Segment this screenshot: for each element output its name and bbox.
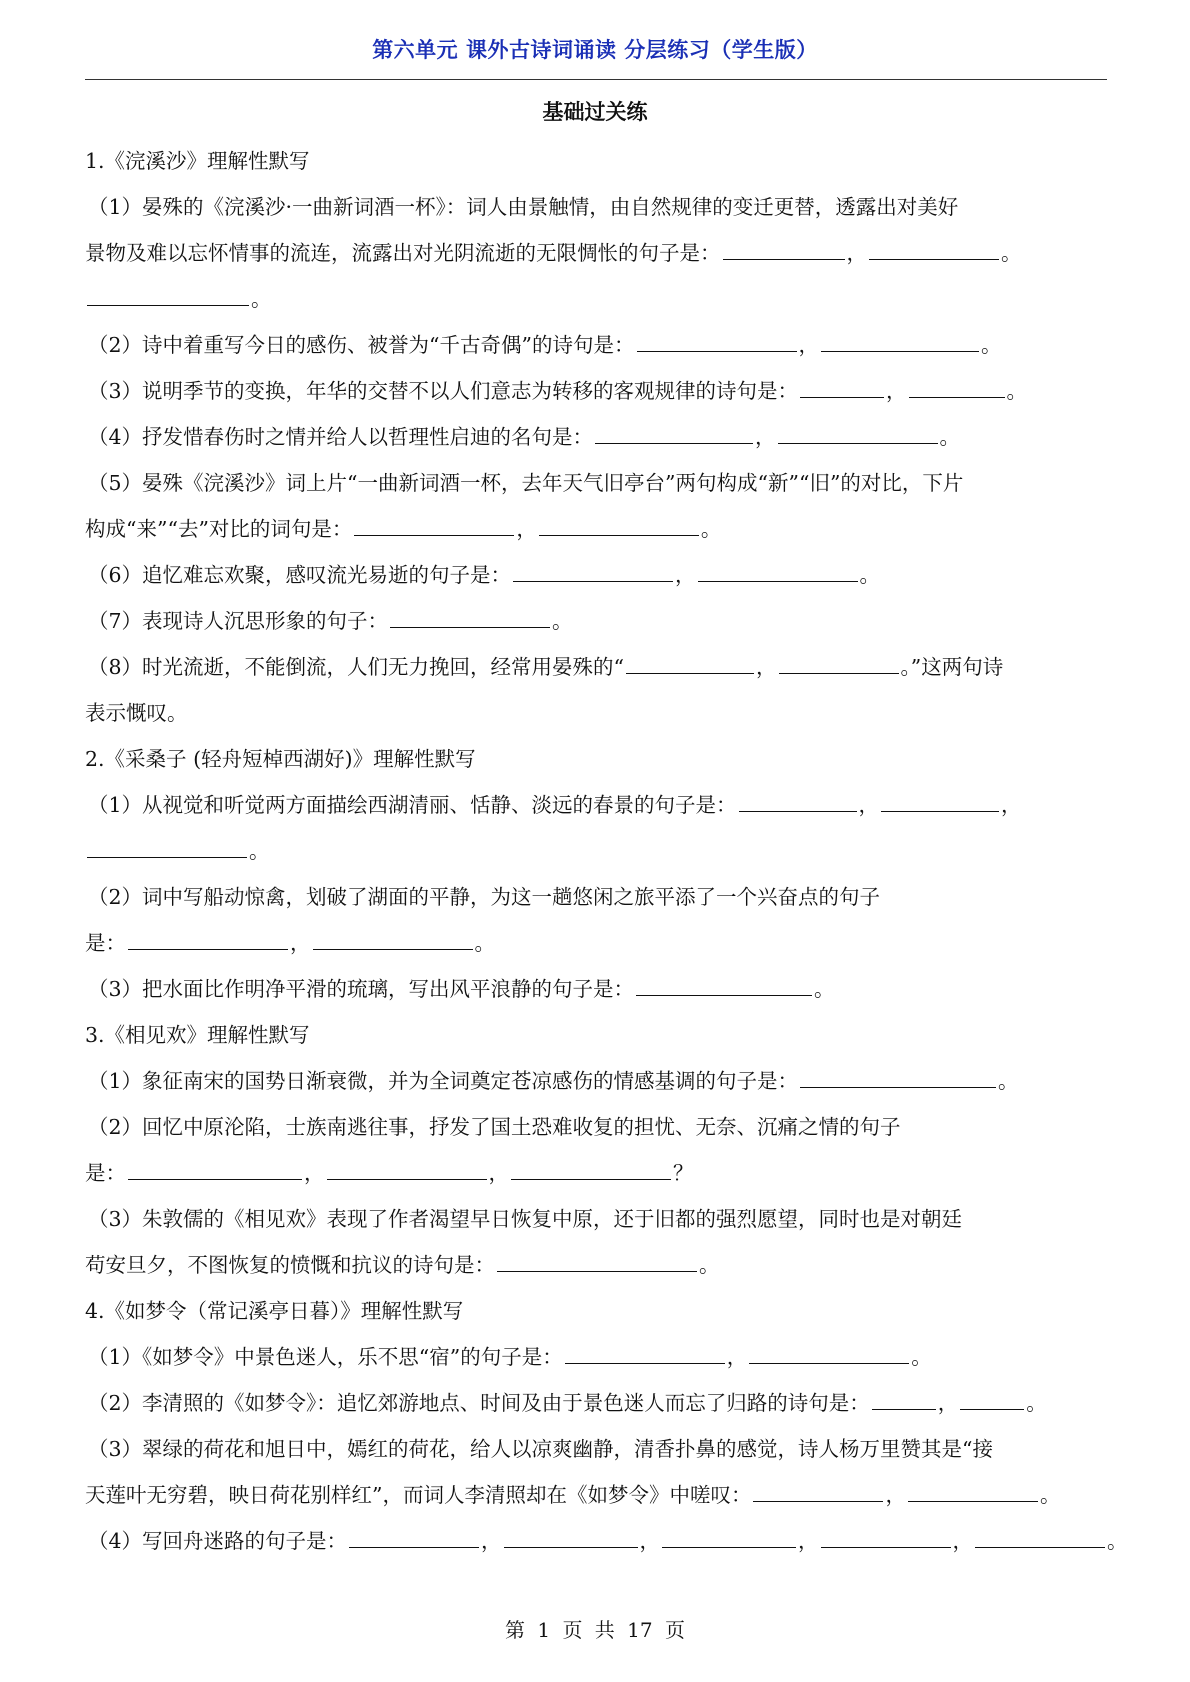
answer-blank[interactable] <box>513 559 673 582</box>
question-heading: 3.《相见欢》理解性默写 <box>85 1023 310 1047</box>
question-text: 苟安旦夕，不图恢复的愤慨和抗议的诗句是： 。 <box>85 1242 1107 1288</box>
question-text: （8）时光流逝，不能倒流，人们无力挽回，经常用晏殊的“ ， 。”这两句诗 <box>85 644 1107 690</box>
question-heading: 4.《如梦令（常记溪亭日暮）》理解性默写 <box>85 1299 464 1323</box>
worksheet-body <box>85 138 1128 1564</box>
question-text: （3）翠绿的荷花和旭日中，嫣红的荷花，给人以凉爽幽静，清香扑鼻的感觉，诗人杨万里赞其是“接 <box>88 1437 994 1461</box>
answer-blank[interactable] <box>626 651 754 674</box>
answer-blank[interactable] <box>821 1525 951 1548</box>
answer-blank[interactable] <box>909 375 1005 398</box>
question-heading: 2.《采桑子 (轻舟短棹西湖好)》理解性默写 <box>85 747 476 771</box>
question-heading: 1.《浣溪沙》理解性默写 <box>85 149 310 173</box>
answer-blank[interactable] <box>800 1065 996 1088</box>
answer-blank[interactable] <box>779 651 899 674</box>
answer-blank[interactable] <box>595 421 753 444</box>
question-text: （3）说明季节的变换，年华的交替不以人们意志为转移的客观规律的诗句是： ， 。 <box>85 368 1107 414</box>
answer-blank[interactable] <box>753 1479 883 1502</box>
answer-blank[interactable] <box>662 1525 796 1548</box>
question-text: （3）把水面比作明净平滑的琉璃，写出风平浪静的句子是： 。 <box>85 966 1107 1012</box>
question-text: （1）象征南宋的国势日渐衰微，并为全词奠定苍凉感伤的情感基调的句子是： 。 <box>85 1058 1107 1104</box>
answer-blank[interactable] <box>128 1157 302 1180</box>
answer-blank[interactable] <box>869 237 999 260</box>
question-text: （1）从视觉和听觉两方面描绘西湖清丽、恬静、淡远的春景的句子是： ， ， <box>85 782 1107 828</box>
answer-blank[interactable] <box>128 927 288 950</box>
header-divider <box>85 79 1107 80</box>
answer-blank[interactable] <box>565 1341 725 1364</box>
page-footer: 第 1 页 共 17 页 <box>505 1618 685 1642</box>
answer-blank[interactable] <box>960 1387 1024 1410</box>
answer-blank[interactable] <box>313 927 473 950</box>
answer-blank[interactable] <box>881 789 999 812</box>
answer-blank[interactable] <box>637 329 797 352</box>
answer-blank[interactable] <box>739 789 857 812</box>
answer-blank[interactable] <box>749 1341 909 1364</box>
question-text: （5）晏殊《浣溪沙》词上片“一曲新词酒一杯，去年天气旧亭台”两句构成“新”“旧”的对比，下片 <box>88 471 964 495</box>
answer-blank[interactable] <box>511 1157 671 1180</box>
answer-blank[interactable] <box>908 1479 1038 1502</box>
question-text: （2）李清照的《如梦令》：追忆郊游地点、时间及由于景色迷人而忘了归路的诗句是： ， 。 <box>85 1380 1107 1426</box>
question-text: （7）表现诗人沉思形象的句子： 。 <box>85 598 1107 644</box>
page-header: 第六单元 课外古诗词诵读 分层练习（学生版） <box>372 38 818 62</box>
answer-blank[interactable] <box>698 559 858 582</box>
question-text: 景物及难以忘怀情事的流连，流露出对光阴流逝的无限惆怅的句子是： ， 。 <box>85 230 1107 276</box>
question-text: （1）晏殊的《浣溪沙·一曲新词酒一杯》：词人由景触情，由自然规律的变迁更替，透露出对美好 <box>88 195 959 219</box>
answer-blank[interactable] <box>87 835 247 858</box>
answer-blank[interactable] <box>390 605 550 628</box>
answer-blank[interactable] <box>539 513 699 536</box>
question-text: 是： ， ， ？ <box>85 1150 1107 1196</box>
answer-blank[interactable] <box>975 1525 1105 1548</box>
answer-blank[interactable] <box>87 283 249 306</box>
question-text: （2）回忆中原沦陷，士族南逃往事，抒发了国土恐难收复的担忧、无奈、沉痛之情的句子 <box>88 1115 901 1139</box>
question-text: 。 <box>85 828 1107 874</box>
question-text: 是： ， 。 <box>85 920 1107 966</box>
question-text: 表示慨叹。 <box>85 701 188 725</box>
question-text: （4）写回舟迷路的句子是： ， ， ， ， 。 <box>85 1518 1107 1564</box>
section-title: 基础过关练 <box>542 100 648 124</box>
question-text: （6）追忆难忘欢聚，感叹流光易逝的句子是： ， 。 <box>85 552 1107 598</box>
answer-blank[interactable] <box>497 1249 697 1272</box>
answer-blank[interactable] <box>327 1157 487 1180</box>
answer-blank[interactable] <box>504 1525 638 1548</box>
answer-blank[interactable] <box>778 421 938 444</box>
question-text: （3）朱敦儒的《相见欢》表现了作者渴望早日恢复中原，还于旧都的强烈愿望，同时也是对朝廷 <box>88 1207 963 1231</box>
answer-blank[interactable] <box>354 513 514 536</box>
answer-blank[interactable] <box>349 1525 479 1548</box>
answer-blank[interactable] <box>723 237 845 260</box>
question-text: （2）诗中着重写今日的感伤、被誉为“千古奇偶”的诗句是： ， 。 <box>85 322 1107 368</box>
question-text: 天莲叶无穷碧，映日荷花别样红”，而词人李清照却在《如梦令》中嗟叹： ， 。 <box>85 1472 1107 1518</box>
question-text: （4）抒发惜春伤时之情并给人以哲理性启迪的名句是： ， 。 <box>85 414 1107 460</box>
question-text: 构成“来”“去”对比的词句是： ， 。 <box>85 506 1107 552</box>
answer-blank[interactable] <box>636 973 812 996</box>
question-text: （1）《如梦令》中景色迷人，乐不思“宿”的句子是： ， 。 <box>85 1334 1107 1380</box>
answer-blank[interactable] <box>872 1387 936 1410</box>
answer-blank[interactable] <box>821 329 979 352</box>
answer-blank[interactable] <box>800 375 884 398</box>
question-text: 。 <box>85 276 1107 322</box>
question-text: （2）词中写船动惊禽，划破了湖面的平静，为这一趟悠闲之旅平添了一个兴奋点的句子 <box>88 885 881 909</box>
